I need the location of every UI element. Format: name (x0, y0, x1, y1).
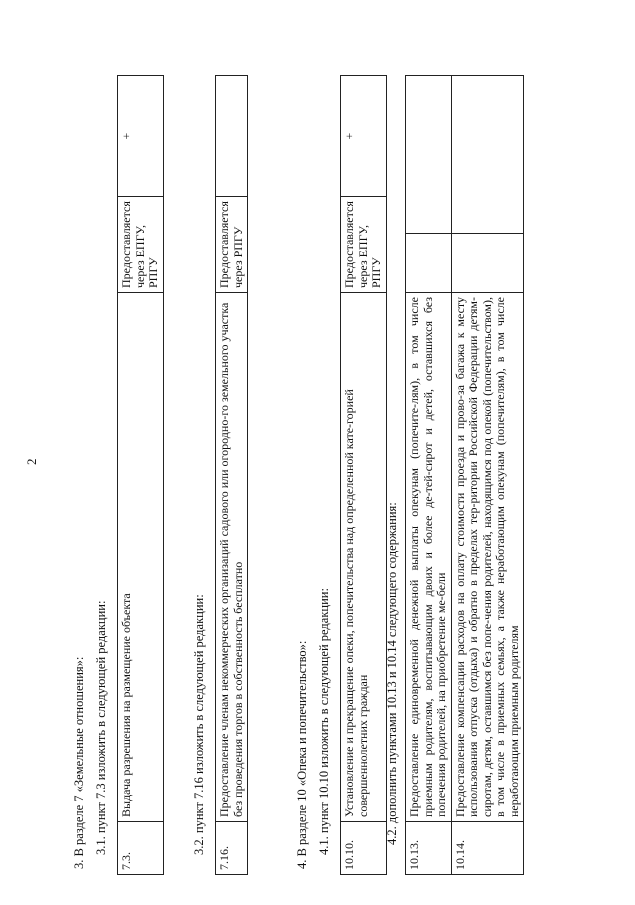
table-row (451, 76, 524, 875)
table-row (216, 76, 248, 875)
provision-channel: Предоставляется через РПГУ (216, 197, 248, 293)
table-item-7-16 (215, 75, 248, 875)
provision-channel (406, 234, 452, 293)
row-number: 7.3. (118, 822, 164, 875)
availability-mark (406, 76, 452, 234)
row-number: 10.10. (341, 822, 387, 875)
service-description: Установление и прекращение опеки, попечительства над определенной кате-горией совершеннолетних граждан (341, 293, 387, 822)
section-4-heading: 4. В разделе 10 «Опека и попечительство»: (295, 640, 309, 869)
availability-mark: + (341, 76, 387, 197)
service-description: Выдача разрешения на размещение объекта (118, 293, 164, 822)
provision-channel (451, 234, 524, 293)
service-description: Предоставление компенсации расходов на оплату стоимости проезда и прово-за багажа к месту использования отпуска (отдыха) и обратно в пределах тер-ритории Российской Федерации детям-сиротам, детям, оставшимся без попе-чения родителей, находящимся под опекой (попечительством), в том числе в приемных семьях, а также неработающим опекунам (попечителям), в том числе неработающим приемным родителям (451, 293, 524, 822)
table-items-10-13-10-14 (405, 75, 524, 875)
table-row (341, 76, 387, 875)
item-4-2-text: 4.2. дополнить пунктами 10.13 и 10.14 следующего содержания: (385, 502, 399, 845)
service-description: Предоставление членам некоммерческих организаций садового или огородно-го земельного участка без проведения торгов в собственность бесплатно (216, 293, 248, 822)
provision-channel: Предоставляется через ЕПГУ, РПГУ (118, 197, 164, 293)
row-number: 10.13. (406, 822, 452, 875)
provision-channel: Предоставляется через ЕПГУ, РПГУ (341, 197, 387, 293)
item-3-2-text: 3.2. пункт 7.16 изложить в следующей редакции: (192, 594, 206, 855)
item-3-1-text: 3.1. пункт 7.3 изложить в следующей редакции: (94, 600, 108, 855)
item-4-1-text: 4.1. пункт 10.10 изложить в следующей редакции: (317, 588, 331, 855)
table-row (406, 76, 452, 875)
availability-mark (216, 76, 248, 197)
rotated-page (20, 0, 620, 905)
service-description: Предоставление единовременной денежной выплаты опекунам (попечите-лям), в том числе приемным родителям, воспитывающим двоих и более де-тей-сирот и детей, оставшихся без попечения родителей, на приобретение ме-бели (406, 293, 452, 822)
row-number: 7.16. (216, 822, 248, 875)
availability-mark: + (118, 76, 164, 197)
availability-mark (451, 76, 524, 234)
table-item-10-10 (340, 75, 387, 875)
page-number: 2 (24, 458, 39, 465)
row-number: 10.14. (451, 822, 524, 875)
section-3-heading: 3. В разделе 7 «Земельные отношения»: (72, 656, 86, 869)
table-item-7-3 (117, 75, 164, 875)
table-row (118, 76, 164, 875)
